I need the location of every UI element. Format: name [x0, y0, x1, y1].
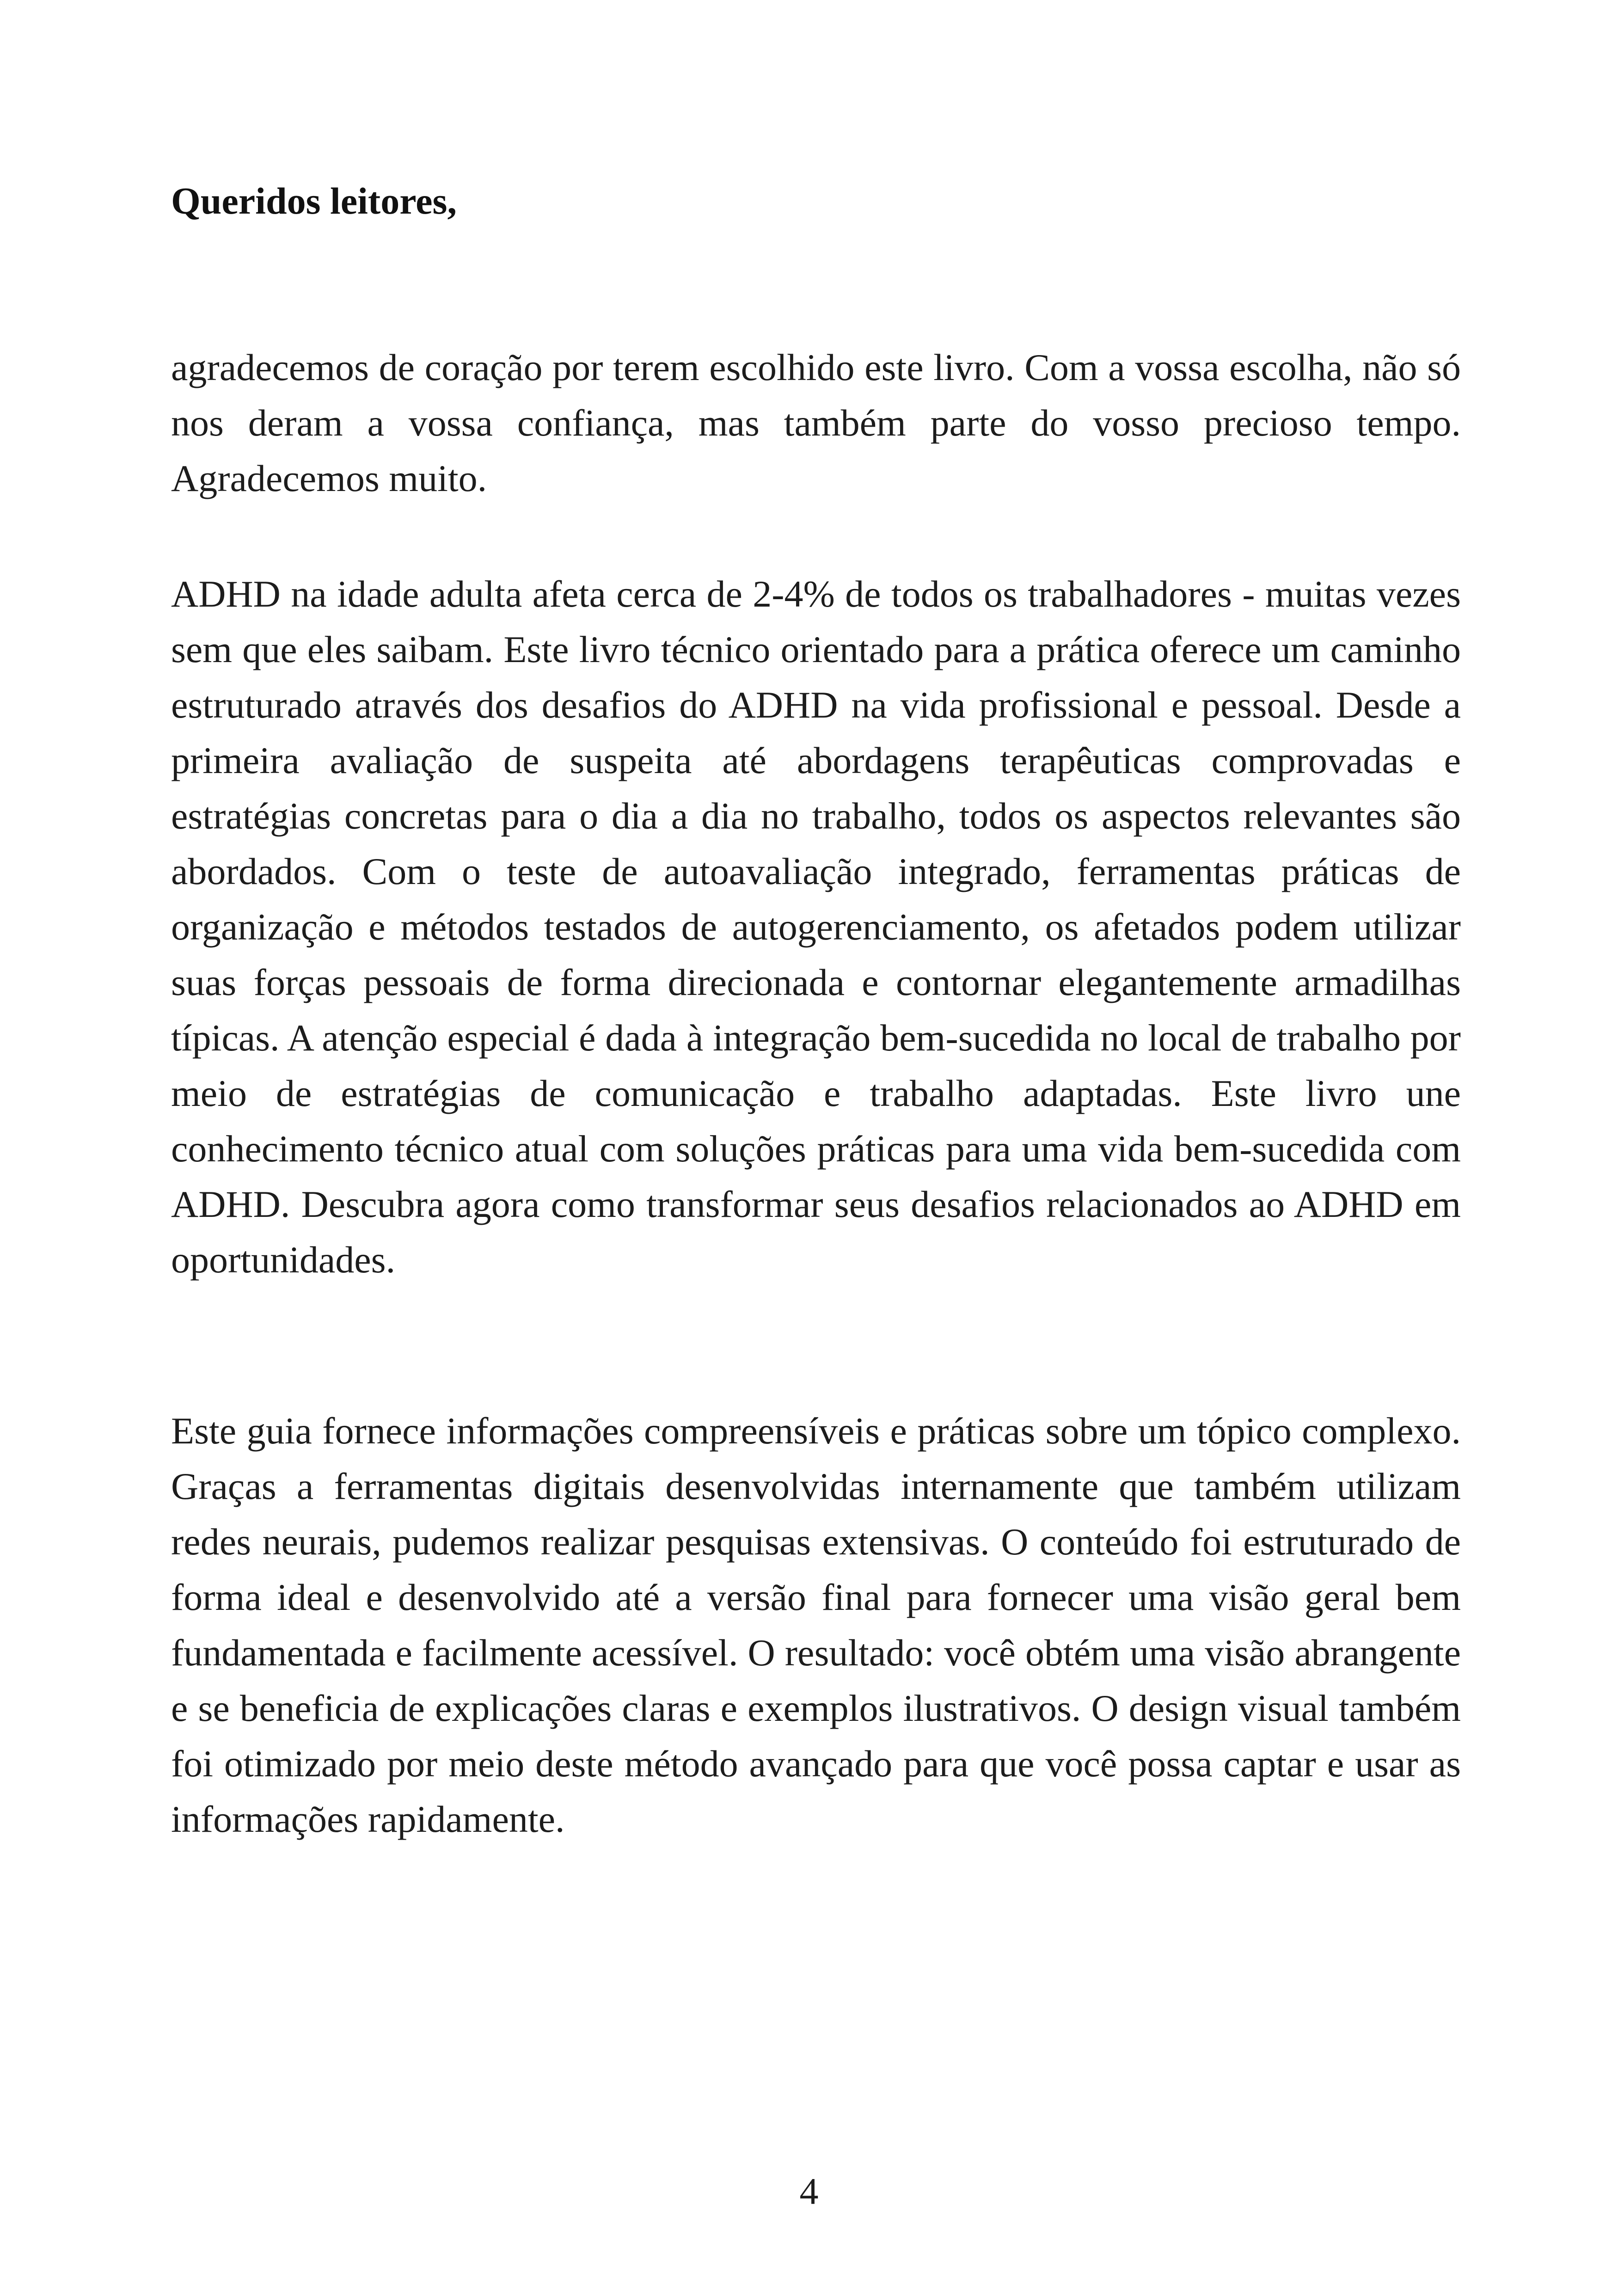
- salutation-heading: Queridos leitores,: [171, 180, 457, 222]
- page-number: 4: [799, 2170, 819, 2212]
- paragraph-guide-method: Este guia fornece informações compreensíveis e práticas sobre um tópico complexo. Graças a ferramentas digitais desenvolvidas internamente que também utilizam redes neurais, pudemos realizar pesquisas extensivas. O conteúdo foi estruturado de forma ideal e desenvolvido até a versão final para fornecer uma visão geral bem fundamentada e facilmente acessível. O resultado: você obtém uma visão abrangente e se beneficia de explicações claras e exemplos ilustrativos. O design visual também foi otimizado por meio deste método avançado para que você possa captar e usar as informações rapidamente.: [171, 1410, 1461, 1840]
- paragraph-book-summary: ADHD na idade adulta afeta cerca de 2-4% de todos os trabalhadores - muitas vezes sem que eles saibam. Este livro técnico orientado para a prática oferece um caminho estruturado através dos desafios do ADHD na vida profissional e pessoal. Desde a primeira avaliação de suspeita até abordagens terapêuticas comprovadas e estratégias concretas para o dia a dia no trabalho, todos os aspectos relevantes são abordados. Com o teste de autoavaliação integrado, ferramentas práticas de organização e métodos testados de autogerenciamento, os afetados podem utilizar suas forças pessoais de forma direcionada e contornar elegantemente armadilhas típicas. A atenção especial é dada à integração bem-sucedida no local de trabalho por meio de estratégias de comunicação e trabalho adaptadas. Este livro une conhecimento técnico atual com soluções práticas para uma vida bem-sucedida com ADHD. Descubra agora como transformar seus desafios relacionados ao ADHD em oportunidades.: [171, 573, 1461, 1281]
- paragraph-thanks: agradecemos de coração por terem escolhido este livro. Com a vossa escolha, não só nos deram a vossa confiança, mas também parte do vosso precioso tempo. Agradecemos muito.: [171, 346, 1461, 499]
